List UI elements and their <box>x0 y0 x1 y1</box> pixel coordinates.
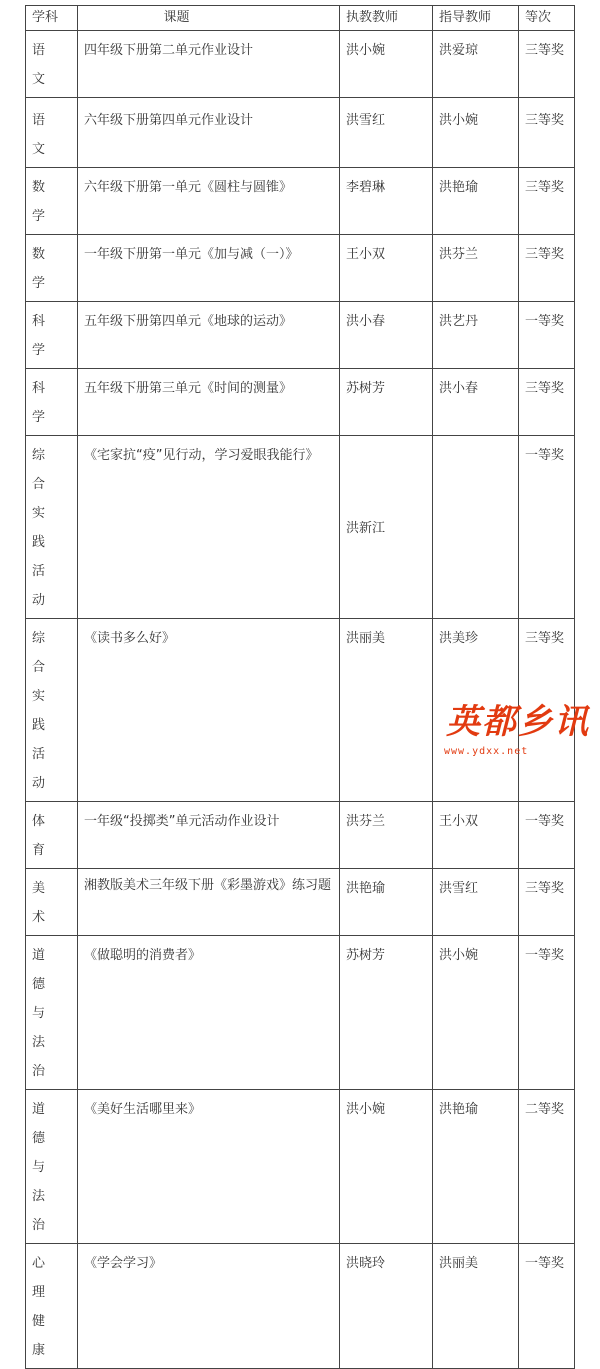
cell-level: 三等奖 <box>519 235 575 302</box>
cell-subject: 综合实践活动 <box>26 619 78 802</box>
cell-advisor: 洪艺丹 <box>433 302 519 369</box>
watermark-logo-text: 英都乡讯 <box>446 702 590 742</box>
cell-subject: 美术 <box>26 869 78 936</box>
cell-teacher: 洪芬兰 <box>340 802 433 869</box>
cell-subject: 数学 <box>26 235 78 302</box>
table-row <box>26 436 575 619</box>
cell-subject: 科学 <box>26 302 78 369</box>
cell-topic: 四年级下册第二单元作业设计 <box>78 31 340 98</box>
cell-subject: 道德与法治 <box>26 936 78 1090</box>
cell-subject: 体育 <box>26 802 78 869</box>
header-advisor: 指导教师 <box>433 6 519 31</box>
table-row <box>26 369 575 436</box>
table-row <box>26 802 575 869</box>
cell-topic: 《学会学习》 <box>78 1244 340 1369</box>
table-row <box>26 168 575 235</box>
cell-subject: 语文 <box>26 98 78 168</box>
table-row <box>26 936 575 1090</box>
cell-level: 一等奖 <box>519 436 575 619</box>
cell-level: 三等奖 <box>519 869 575 936</box>
cell-teacher: 苏树芳 <box>340 369 433 436</box>
cell-level: 一等奖 <box>519 802 575 869</box>
cell-level: 三等奖 <box>519 369 575 436</box>
cell-advisor: 洪芬兰 <box>433 235 519 302</box>
cell-subject: 语文 <box>26 31 78 98</box>
cell-advisor: 洪爱琼 <box>433 31 519 98</box>
header-row <box>26 6 575 31</box>
cell-level: 一等奖 <box>519 936 575 1090</box>
cell-advisor: 洪艳瑜 <box>433 168 519 235</box>
cell-topic: 五年级下册第三单元《时间的测量》 <box>78 369 340 436</box>
cell-teacher: 洪新江 <box>340 436 433 619</box>
header-level: 等次 <box>519 6 575 31</box>
cell-teacher: 李碧琳 <box>340 168 433 235</box>
cell-advisor: 洪雪红 <box>433 869 519 936</box>
table-row <box>26 302 575 369</box>
cell-teacher: 苏树芳 <box>340 936 433 1090</box>
cell-topic: 湘教版美术三年级下册《彩墨游戏》练习题 <box>78 869 340 936</box>
cell-advisor <box>433 436 519 619</box>
cell-teacher: 洪晓玲 <box>340 1244 433 1369</box>
header-teacher: 执教教师 <box>340 6 433 31</box>
cell-level: 一等奖 <box>519 302 575 369</box>
cell-teacher: 洪丽美 <box>340 619 433 802</box>
cell-topic: 一年级“投掷类”单元活动作业设计 <box>78 802 340 869</box>
header-subject: 学科 <box>26 6 78 31</box>
table-row <box>26 235 575 302</box>
cell-subject: 综合实践活动 <box>26 436 78 619</box>
cell-level: 一等奖 <box>519 1244 575 1369</box>
cell-teacher: 王小双 <box>340 235 433 302</box>
cell-advisor: 洪小婉 <box>433 936 519 1090</box>
cell-level: 三等奖 <box>519 98 575 168</box>
cell-advisor: 洪艳瑜 <box>433 1090 519 1244</box>
cell-advisor: 王小双 <box>433 802 519 869</box>
cell-level: 三等奖 <box>519 619 575 802</box>
table-row <box>26 1090 575 1244</box>
cell-subject: 道德与法治 <box>26 1090 78 1244</box>
cell-topic: 一年级下册第一单元《加与减（一）》 <box>78 235 340 302</box>
cell-subject: 心理健康 <box>26 1244 78 1369</box>
cell-topic: 《美好生活哪里来》 <box>78 1090 340 1244</box>
cell-advisor: 洪小春 <box>433 369 519 436</box>
cell-teacher: 洪小春 <box>340 302 433 369</box>
cell-teacher: 洪小婉 <box>340 1090 433 1244</box>
cell-teacher: 洪雪红 <box>340 98 433 168</box>
cell-topic: 五年级下册第四单元《地球的运动》 <box>78 302 340 369</box>
cell-topic: 六年级下册第四单元作业设计 <box>78 98 340 168</box>
table-row <box>26 869 575 936</box>
site-watermark <box>440 694 600 765</box>
cell-advisor: 洪小婉 <box>433 98 519 168</box>
cell-advisor: 洪美珍 <box>433 619 519 802</box>
cell-level: 三等奖 <box>519 168 575 235</box>
table-row <box>26 1244 575 1369</box>
cell-topic: 《宅家抗“疫”见行动，学习爱眼我能行》 <box>78 436 340 619</box>
cell-teacher: 洪艳瑜 <box>340 869 433 936</box>
cell-topic: 六年级下册第一单元《圆柱与圆锥》 <box>78 168 340 235</box>
table-row <box>26 98 575 168</box>
cell-subject: 数学 <box>26 168 78 235</box>
cell-advisor: 洪丽美 <box>433 1244 519 1369</box>
awards-table <box>25 5 575 1369</box>
table-row <box>26 31 575 98</box>
cell-topic: 《做聪明的消费者》 <box>78 936 340 1090</box>
cell-topic: 《读书多么好》 <box>78 619 340 802</box>
header-topic: 课题 <box>78 6 340 31</box>
cell-subject: 科学 <box>26 369 78 436</box>
cell-teacher: 洪小婉 <box>340 31 433 98</box>
cell-level: 二等奖 <box>519 1090 575 1244</box>
cell-level: 三等奖 <box>519 31 575 98</box>
watermark-url: www.ydxx.net <box>444 746 529 757</box>
